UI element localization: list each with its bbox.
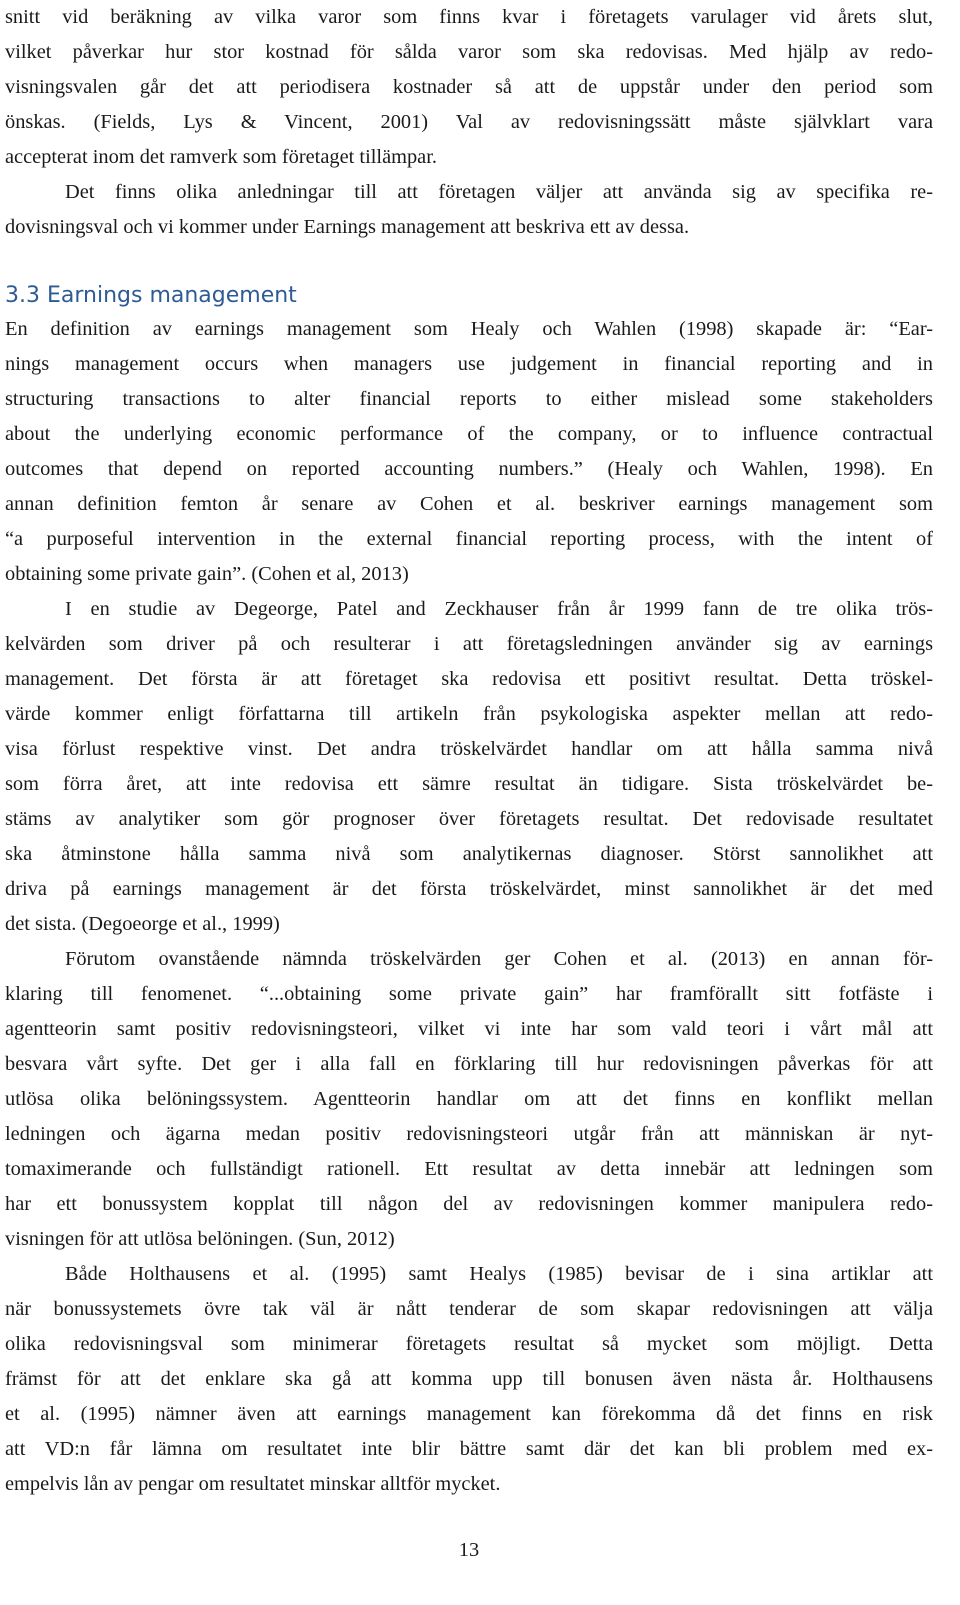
text-line: structuring transactions to alter financial reports to either mislead some stakeholders [5,388,933,410]
text-line: I en studie av Degeorge, Patel and Zeckhauser från år 1999 fann de tre olika trös- [65,598,933,620]
text-line: Förutom ovanstående nämnda tröskelvärden ger Cohen et al. (2013) en annan för- [65,948,933,970]
text-line: dovisningsval och vi kommer under Earnings management att beskriva ett av dessa. [5,216,690,238]
text-line: “a purposeful intervention in the external financial reporting process, with the intent of [5,528,933,550]
text-line: besvara vårt syfte. Det ger i alla fall en förklaring till hur redovisningen påverkas för att [5,1053,933,1075]
text-line: accepterat inom det ramverk som företaget tillämpar. [5,146,437,168]
text-line: stäms av analytiker som gör prognoser över företagets resultat. Det redovisade resultatet [5,808,933,830]
text-line: utlösa olika belöningssystem. Agentteorin handlar om att det finns en konflikt mellan [5,1088,933,1110]
text-line: visa förlust respektive vinst. Det andra tröskelvärdet handlar om att hålla samma nivå [5,738,933,760]
text-line: empelvis lån av pengar om resultatet minskar alltför mycket. [5,1473,501,1495]
text-line: agentteorin samt positiv redovisningsteori, vilket vi inte har som vald teori i vårt mål att [5,1018,933,1040]
text-line: snitt vid beräkning av vilka varor som finns kvar i företagets varulager vid årets slut, [5,6,933,28]
text-line: det sista. (Degoeorge et al., 1999) [5,913,280,935]
text-line: visningsvalen går det att periodisera kostnader så att de uppstår under den period som [5,76,933,98]
text-line: visningen för att utlösa belöningen. (Sun, 2012) [5,1228,395,1250]
text-line: et al. (1995) nämner även att earnings management kan förekomma då det finns en risk [5,1403,933,1425]
text-line: klaring till fenomenet. “...obtaining some private gain” har framförallt sitt fotfäste i [5,983,933,1005]
text-line: främst för att det enklare ska gå att komma upp till bonusen även nästa år. Holthausens [5,1368,933,1390]
text-line: tomaximerande och fullständigt rationell. Ett resultat av detta innebär att ledningen som [5,1158,933,1180]
text-line: ska åtminstone hålla samma nivå som analytikernas diagnoser. Störst sannolikhet att [5,843,933,865]
text-line: management. Det första är att företaget ska redovisa ett positivt resultat. Detta tröskel- [5,668,933,690]
text-line: värde kommer enligt författarna till artikeln från psykologiska aspekter mellan att redo- [5,703,933,725]
text-line: önskas. (Fields, Lys & Vincent, 2001) Val av redovisningssätt måste självklart vara [5,111,933,133]
text-line: driva på earnings management är det första tröskelvärdet, minst sannolikhet är det med [5,878,933,900]
text-line: olika redovisningsval som minimerar företagets resultat så mycket som möjligt. Detta [5,1333,933,1355]
text-line: about the underlying economic performance of the company, or to influence contractual [5,423,933,445]
text-line: annan definition femton år senare av Cohen et al. beskriver earnings management som [5,493,933,515]
text-line: när bonussystemets övre tak väl är nått tenderar de som skapar redovisningen att välja [5,1298,933,1320]
text-line: Det finns olika anledningar till att företagen väljer att använda sig av specifika re- [65,181,933,203]
text-line: som förra året, att inte redovisa ett sämre resultat än tidigare. Sista tröskelvärdet be- [5,773,933,795]
text-line: nings management occurs when managers use judgement in financial reporting and in [5,353,933,375]
section-heading: 3.3 Earnings management [5,283,297,308]
text-line: har ett bonussystem kopplat till någon del av redovisningen kommer manipulera redo- [5,1193,933,1215]
text-line: Både Holthausens et al. (1995) samt Healys (1985) bevisar de i sina artiklar att [65,1263,933,1285]
text-line: att VD:n får lämna om resultatet inte blir bättre samt där det kan bli problem med ex- [5,1438,933,1460]
page-number: 13 [458,1539,480,1561]
text-line: En definition av earnings management som Healy och Wahlen (1998) skapade är: “Ear- [5,318,933,340]
text-line: ledningen och ägarna medan positiv redovisningsteori utgår från att människan är nyt- [5,1123,933,1145]
text-line: obtaining some private gain”. (Cohen et al, 2013) [5,563,409,585]
text-line: outcomes that depend on reported accounting numbers.” (Healy och Wahlen, 1998). En [5,458,933,480]
text-line: vilket påverkar hur stor kostnad för sålda varor som ska redovisas. Med hjälp av redo- [5,41,933,63]
text-line: kelvärden som driver på och resulterar i att företagsledningen använder sig av earnings [5,633,933,655]
